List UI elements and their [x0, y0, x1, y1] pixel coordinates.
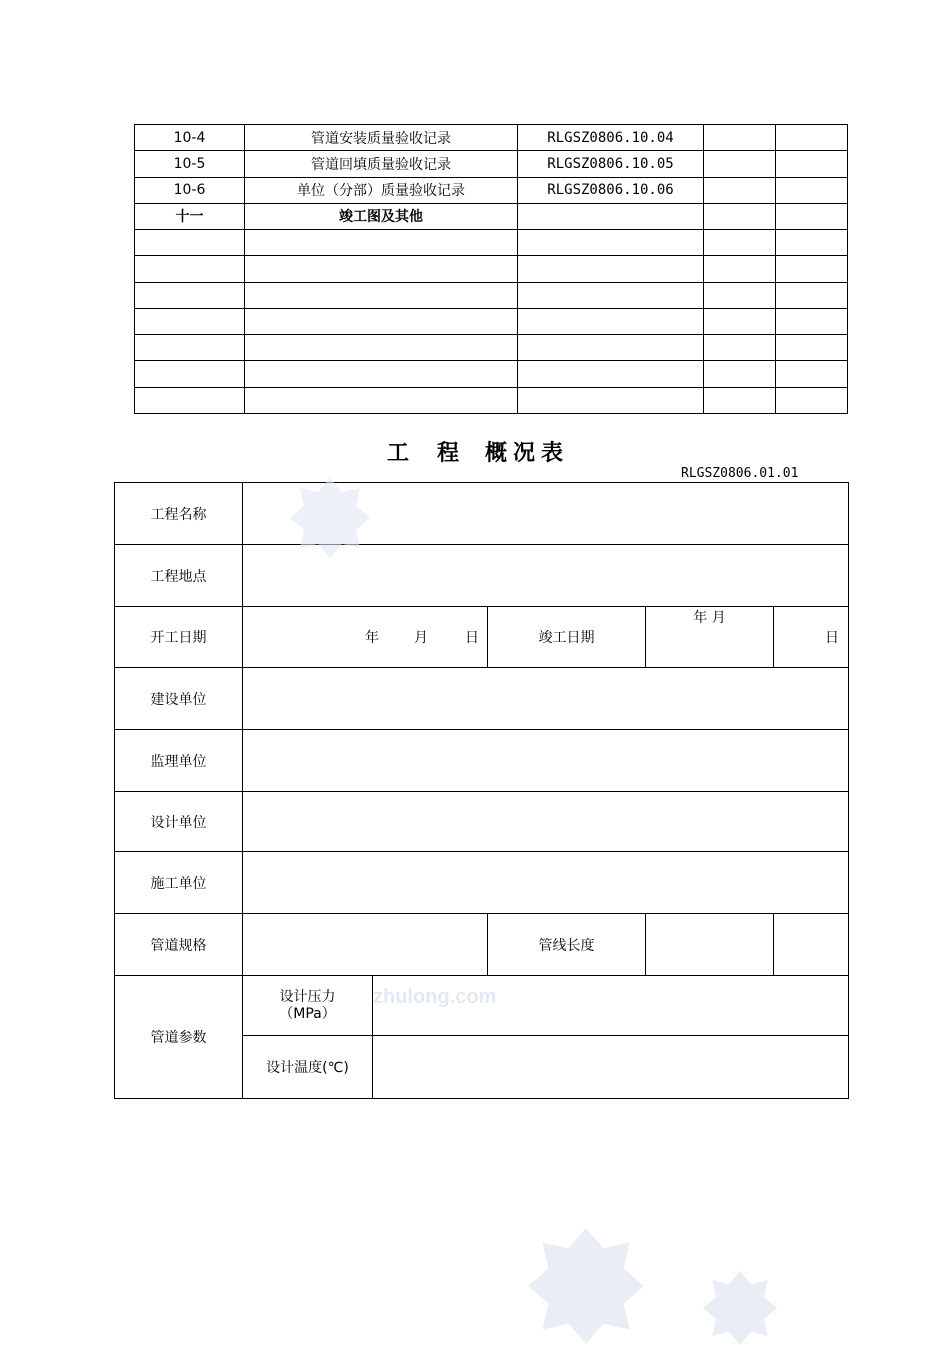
index-cell-c4 — [704, 335, 776, 361]
row-builder — [115, 668, 849, 730]
design-pressure-label — [243, 976, 373, 1036]
index-cell-no: 10-5 — [135, 151, 245, 177]
index-cell-no — [135, 387, 245, 413]
index-cell-code: RLGSZ0806.10.05 — [518, 151, 704, 177]
index-row — [135, 335, 848, 361]
pipe-length-label: 管线长度 — [488, 914, 646, 975]
index-cell-code — [518, 256, 704, 282]
index-cell-c5 — [776, 308, 848, 334]
start-date-day: 日 — [465, 630, 479, 646]
row-dates — [115, 607, 849, 668]
row-supervisor — [115, 730, 849, 792]
start-date-year: 年 — [365, 630, 379, 646]
designer-label: 设计单位 — [115, 792, 243, 852]
index-cell-c5 — [776, 203, 848, 229]
pipe-length-cell — [488, 914, 774, 976]
index-cell-name — [245, 256, 518, 282]
index-cell-c5 — [776, 125, 848, 151]
snowflake-logo-icon — [703, 1271, 777, 1345]
supervisor-value[interactable] — [243, 730, 849, 792]
index-cell-c4 — [704, 203, 776, 229]
snowflake-logo-icon — [528, 1228, 644, 1344]
completion-date-label — [488, 607, 774, 668]
project-location-label: 工程地点 — [115, 545, 243, 607]
index-row — [135, 361, 848, 387]
index-cell-c4 — [704, 361, 776, 387]
index-cell-no — [135, 256, 245, 282]
index-row — [135, 256, 848, 282]
index-cell-code — [518, 282, 704, 308]
index-cell-code: RLGSZ0806.10.06 — [518, 177, 704, 203]
design-pressure-unit: （MPa） — [279, 1005, 336, 1022]
index-cell-code: RLGSZ0806.10.04 — [518, 125, 704, 151]
index-cell-c4 — [704, 256, 776, 282]
index-cell-c4 — [704, 387, 776, 413]
index-cell-code — [518, 230, 704, 256]
pipe-length-value-extra[interactable] — [774, 914, 849, 976]
index-cell-code — [518, 361, 704, 387]
index-cell-no: 10-4 — [135, 125, 245, 151]
project-name-label: 工程名称 — [115, 483, 243, 545]
row-constructor — [115, 852, 849, 914]
title-char: 程 — [436, 441, 459, 466]
index-cell-c5 — [776, 230, 848, 256]
index-cell-no — [135, 335, 245, 361]
index-cell-c5 — [776, 177, 848, 203]
index-cell-no: 10-6 — [135, 177, 245, 203]
index-cell-name: 管道回填质量验收记录 — [245, 151, 518, 177]
pipe-spec-value[interactable] — [243, 914, 488, 976]
constructor-value[interactable] — [243, 852, 849, 914]
title-char: 表 — [541, 441, 564, 466]
snowflake-logo-icon — [290, 478, 370, 558]
index-row — [135, 177, 848, 203]
index-cell-c5 — [776, 282, 848, 308]
title-char: 工 — [386, 441, 409, 466]
design-pressure-text: 设计压力 — [279, 988, 336, 1005]
start-date-value[interactable] — [243, 607, 488, 668]
index-row — [135, 308, 848, 334]
index-cell-c4 — [704, 230, 776, 256]
row-designer — [115, 792, 849, 852]
builder-value[interactable] — [243, 668, 849, 730]
completion-date-value[interactable] — [646, 607, 773, 667]
index-cell-c5 — [776, 335, 848, 361]
index-cell-name — [245, 361, 518, 387]
index-cell-code — [518, 335, 704, 361]
index-cell-no — [135, 230, 245, 256]
index-cell-c5 — [776, 151, 848, 177]
row-project-name — [115, 483, 849, 545]
pipe-params-label: 管道参数 — [115, 976, 243, 1099]
completion-date-day-cell[interactable] — [774, 607, 849, 668]
form-code: RLGSZ0806.01.01 — [681, 466, 799, 481]
completion-date-day: 日 — [825, 630, 839, 646]
supervisor-label: 监理单位 — [115, 730, 243, 792]
index-row — [135, 203, 848, 229]
pipe-spec-label: 管道规格 — [115, 914, 243, 976]
index-cell-name: 单位（分部）质量验收记录 — [245, 177, 518, 203]
index-row — [135, 151, 848, 177]
index-cell-code — [518, 387, 704, 413]
index-cell-name — [245, 308, 518, 334]
design-temp-value[interactable] — [373, 1036, 849, 1099]
index-cell-name — [245, 335, 518, 361]
index-cell-no — [135, 308, 245, 334]
completion-date-label-text: 竣工日期 — [488, 607, 646, 667]
index-cell-code — [518, 203, 704, 229]
index-row — [135, 387, 848, 413]
index-cell-c4 — [704, 151, 776, 177]
index-row — [135, 125, 848, 151]
index-cell-c5 — [776, 361, 848, 387]
start-date-label: 开工日期 — [115, 607, 243, 668]
index-table — [134, 124, 848, 414]
completion-date-month: 月 — [711, 610, 726, 626]
index-cell-c4 — [704, 308, 776, 334]
index-cell-c5 — [776, 387, 848, 413]
index-cell-name: 管道安装质量验收记录 — [245, 125, 518, 151]
index-row — [135, 230, 848, 256]
completion-date-year: 年 — [693, 610, 708, 626]
designer-value[interactable] — [243, 792, 849, 852]
title-char: 概 — [484, 441, 507, 466]
index-cell-no — [135, 361, 245, 387]
title-char: 况 — [513, 441, 536, 466]
index-row — [135, 282, 848, 308]
index-cell-c4 — [704, 282, 776, 308]
index-cell-name: 竣工图及其他 — [245, 203, 518, 229]
start-date-month: 月 — [414, 630, 428, 646]
row-project-location — [115, 545, 849, 607]
index-cell-no: 十一 — [135, 203, 245, 229]
index-cell-name — [245, 230, 518, 256]
index-cell-code — [518, 308, 704, 334]
constructor-label: 施工单位 — [115, 852, 243, 914]
watermark-text: zhulong.com — [373, 986, 497, 1008]
pipe-length-value[interactable] — [646, 914, 773, 975]
index-cell-name — [245, 387, 518, 413]
index-cell-c4 — [704, 177, 776, 203]
builder-label: 建设单位 — [115, 668, 243, 730]
index-cell-no — [135, 282, 245, 308]
index-cell-c4 — [704, 125, 776, 151]
index-cell-c5 — [776, 256, 848, 282]
row-pipe-spec — [115, 914, 849, 976]
index-cell-name — [245, 282, 518, 308]
form-title — [0, 436, 950, 467]
design-temp-label: 设计温度(℃) — [243, 1036, 373, 1099]
